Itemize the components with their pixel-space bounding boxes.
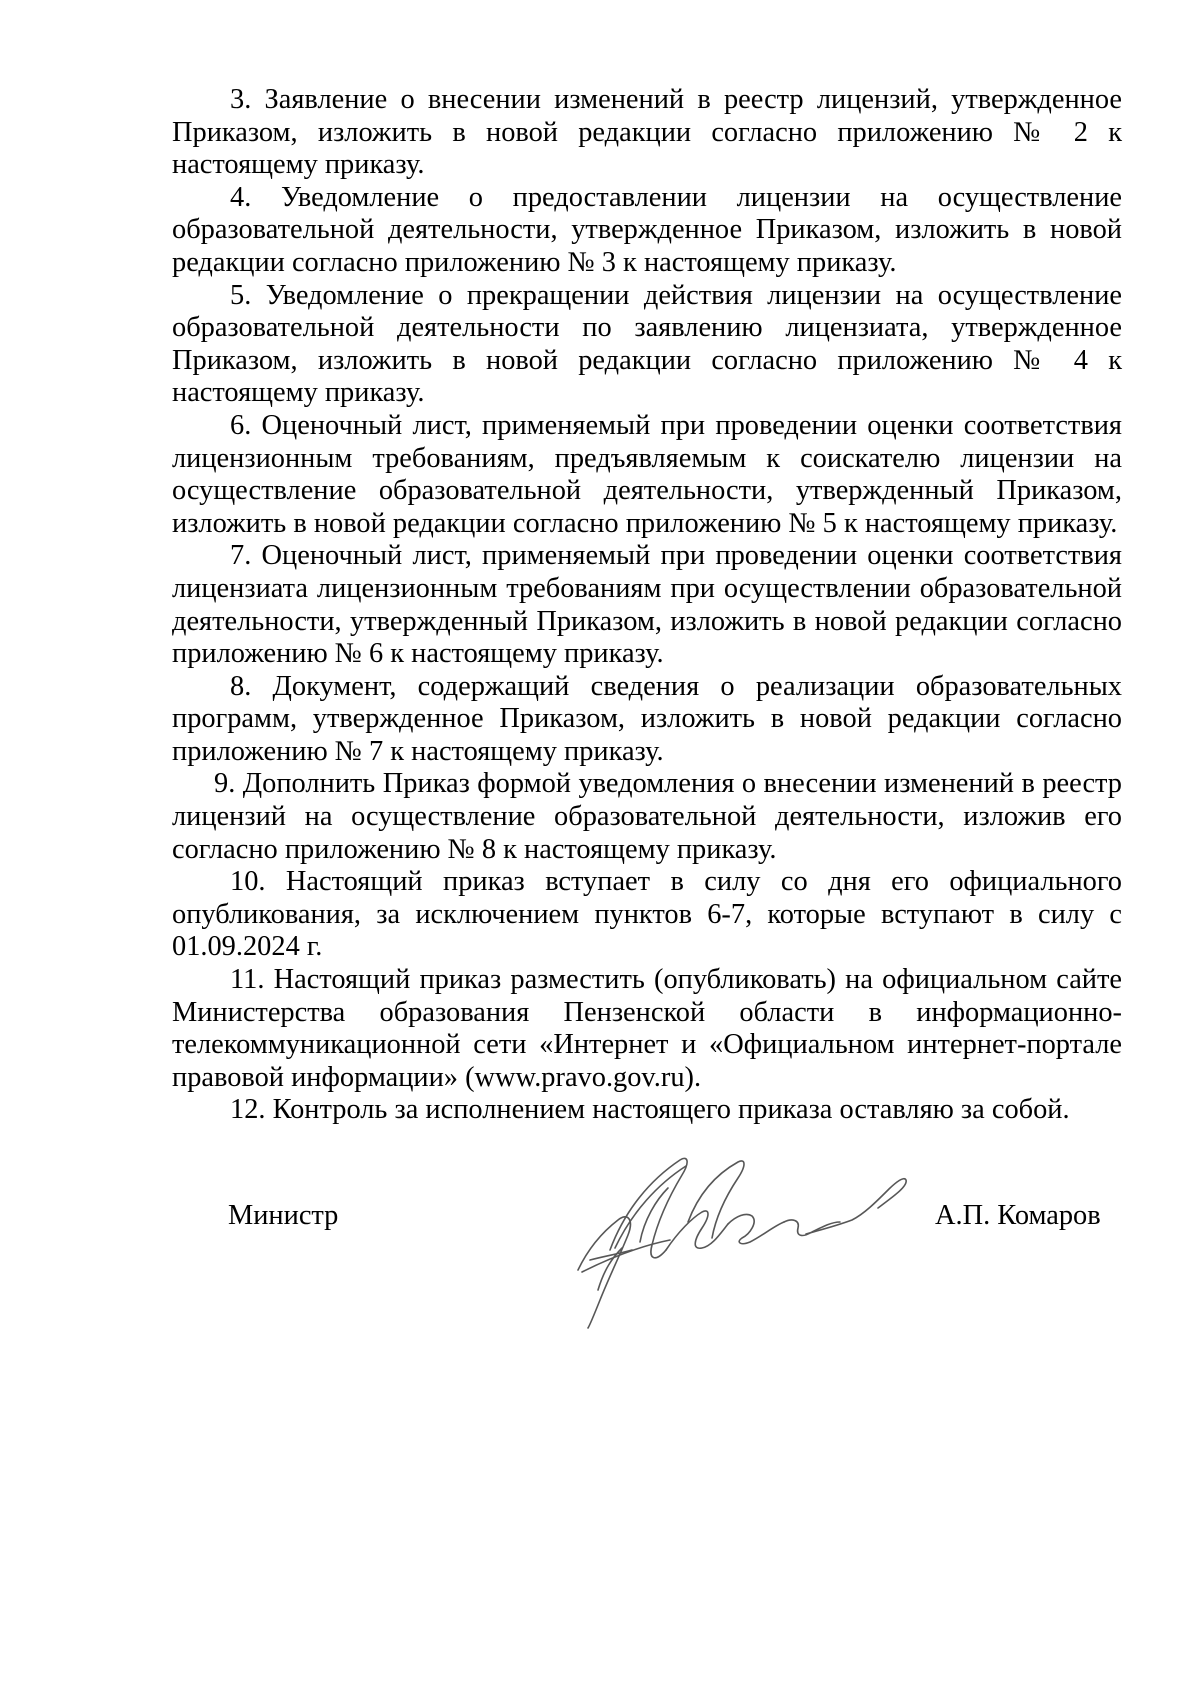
paragraph-10: 10. Настоящий приказ вступает в силу со дня его официального опубликования, за исключением пунктов 6-7, которые вступают в силу с 01.09.2024 г. — [172, 866, 1122, 963]
paragraph-6: 6. Оценочный лист, применяемый при проведении оценки соответствия лицензионным требованиям, предъявляемым к соискателю лицензии на осуществление образовательной деятельности, утвержденный Приказом, изложить в новой редакции согласно приложению № 5 к настоящему приказу. — [172, 409, 1122, 539]
paragraph-9: 9. Дополнить Приказ формой уведомления о внесении изменений в реестр лицензий на осуществление образовательной деятельности, изложив его согласно приложению № 8 к настоящему приказу. — [172, 768, 1122, 865]
paragraph-12: 12. Контроль за исполнением настоящего приказа оставляю за собой. — [230, 1094, 1070, 1126]
paragraph-4: 4. Уведомление о предоставлении лицензии на осуществление образовательной деятельности, утвержденное Приказом, изложить в новой редакции согласно приложению № 3 к настоящему приказу. — [172, 181, 1122, 278]
paragraph-5: 5. Уведомление о прекращении действия лицензии на осуществление образовательной деятельности по заявлению лицензиата, утвержденное Приказом, изложить в новой редакции согласно приложению № 4 к настоящему приказу. — [172, 279, 1122, 409]
paragraph-3: 3. Заявление о внесении изменений в реестр лицензий, утвержденное Приказом, изложить в новой редакции согласно приложению № 2 к настоящему приказу. — [172, 84, 1122, 181]
paragraph-11: 11. Настоящий приказ разместить (опубликовать) на официальном сайте Министерства образования Пензенской области в информационно-телекоммуникационной сети «Интернет и «Официальном интернет-портале правовой информации» (www.pravo.gov.ru). — [172, 964, 1122, 1093]
paragraph-7: 7. Оценочный лист, применяемый при проведении оценки соответствия лицензиата лицензионным требованиям при осуществлении образовательной деятельности, утвержденный Приказом, изложить в новой редакции согласно приложению № 6 к настоящему приказу. — [172, 540, 1122, 670]
signer-name: А.П. Комаров — [935, 1200, 1101, 1231]
document-body — [172, 84, 1122, 1127]
signature-block — [0, 1150, 1200, 1350]
signer-title: Министр — [228, 1200, 339, 1231]
signature-icon — [570, 1150, 910, 1330]
paragraph-8: 8. Документ, содержащий сведения о реализации образовательных программ, утвержденное Приказом, изложить в новой редакции согласно приложению № 7 к настоящему приказу. — [172, 670, 1122, 767]
